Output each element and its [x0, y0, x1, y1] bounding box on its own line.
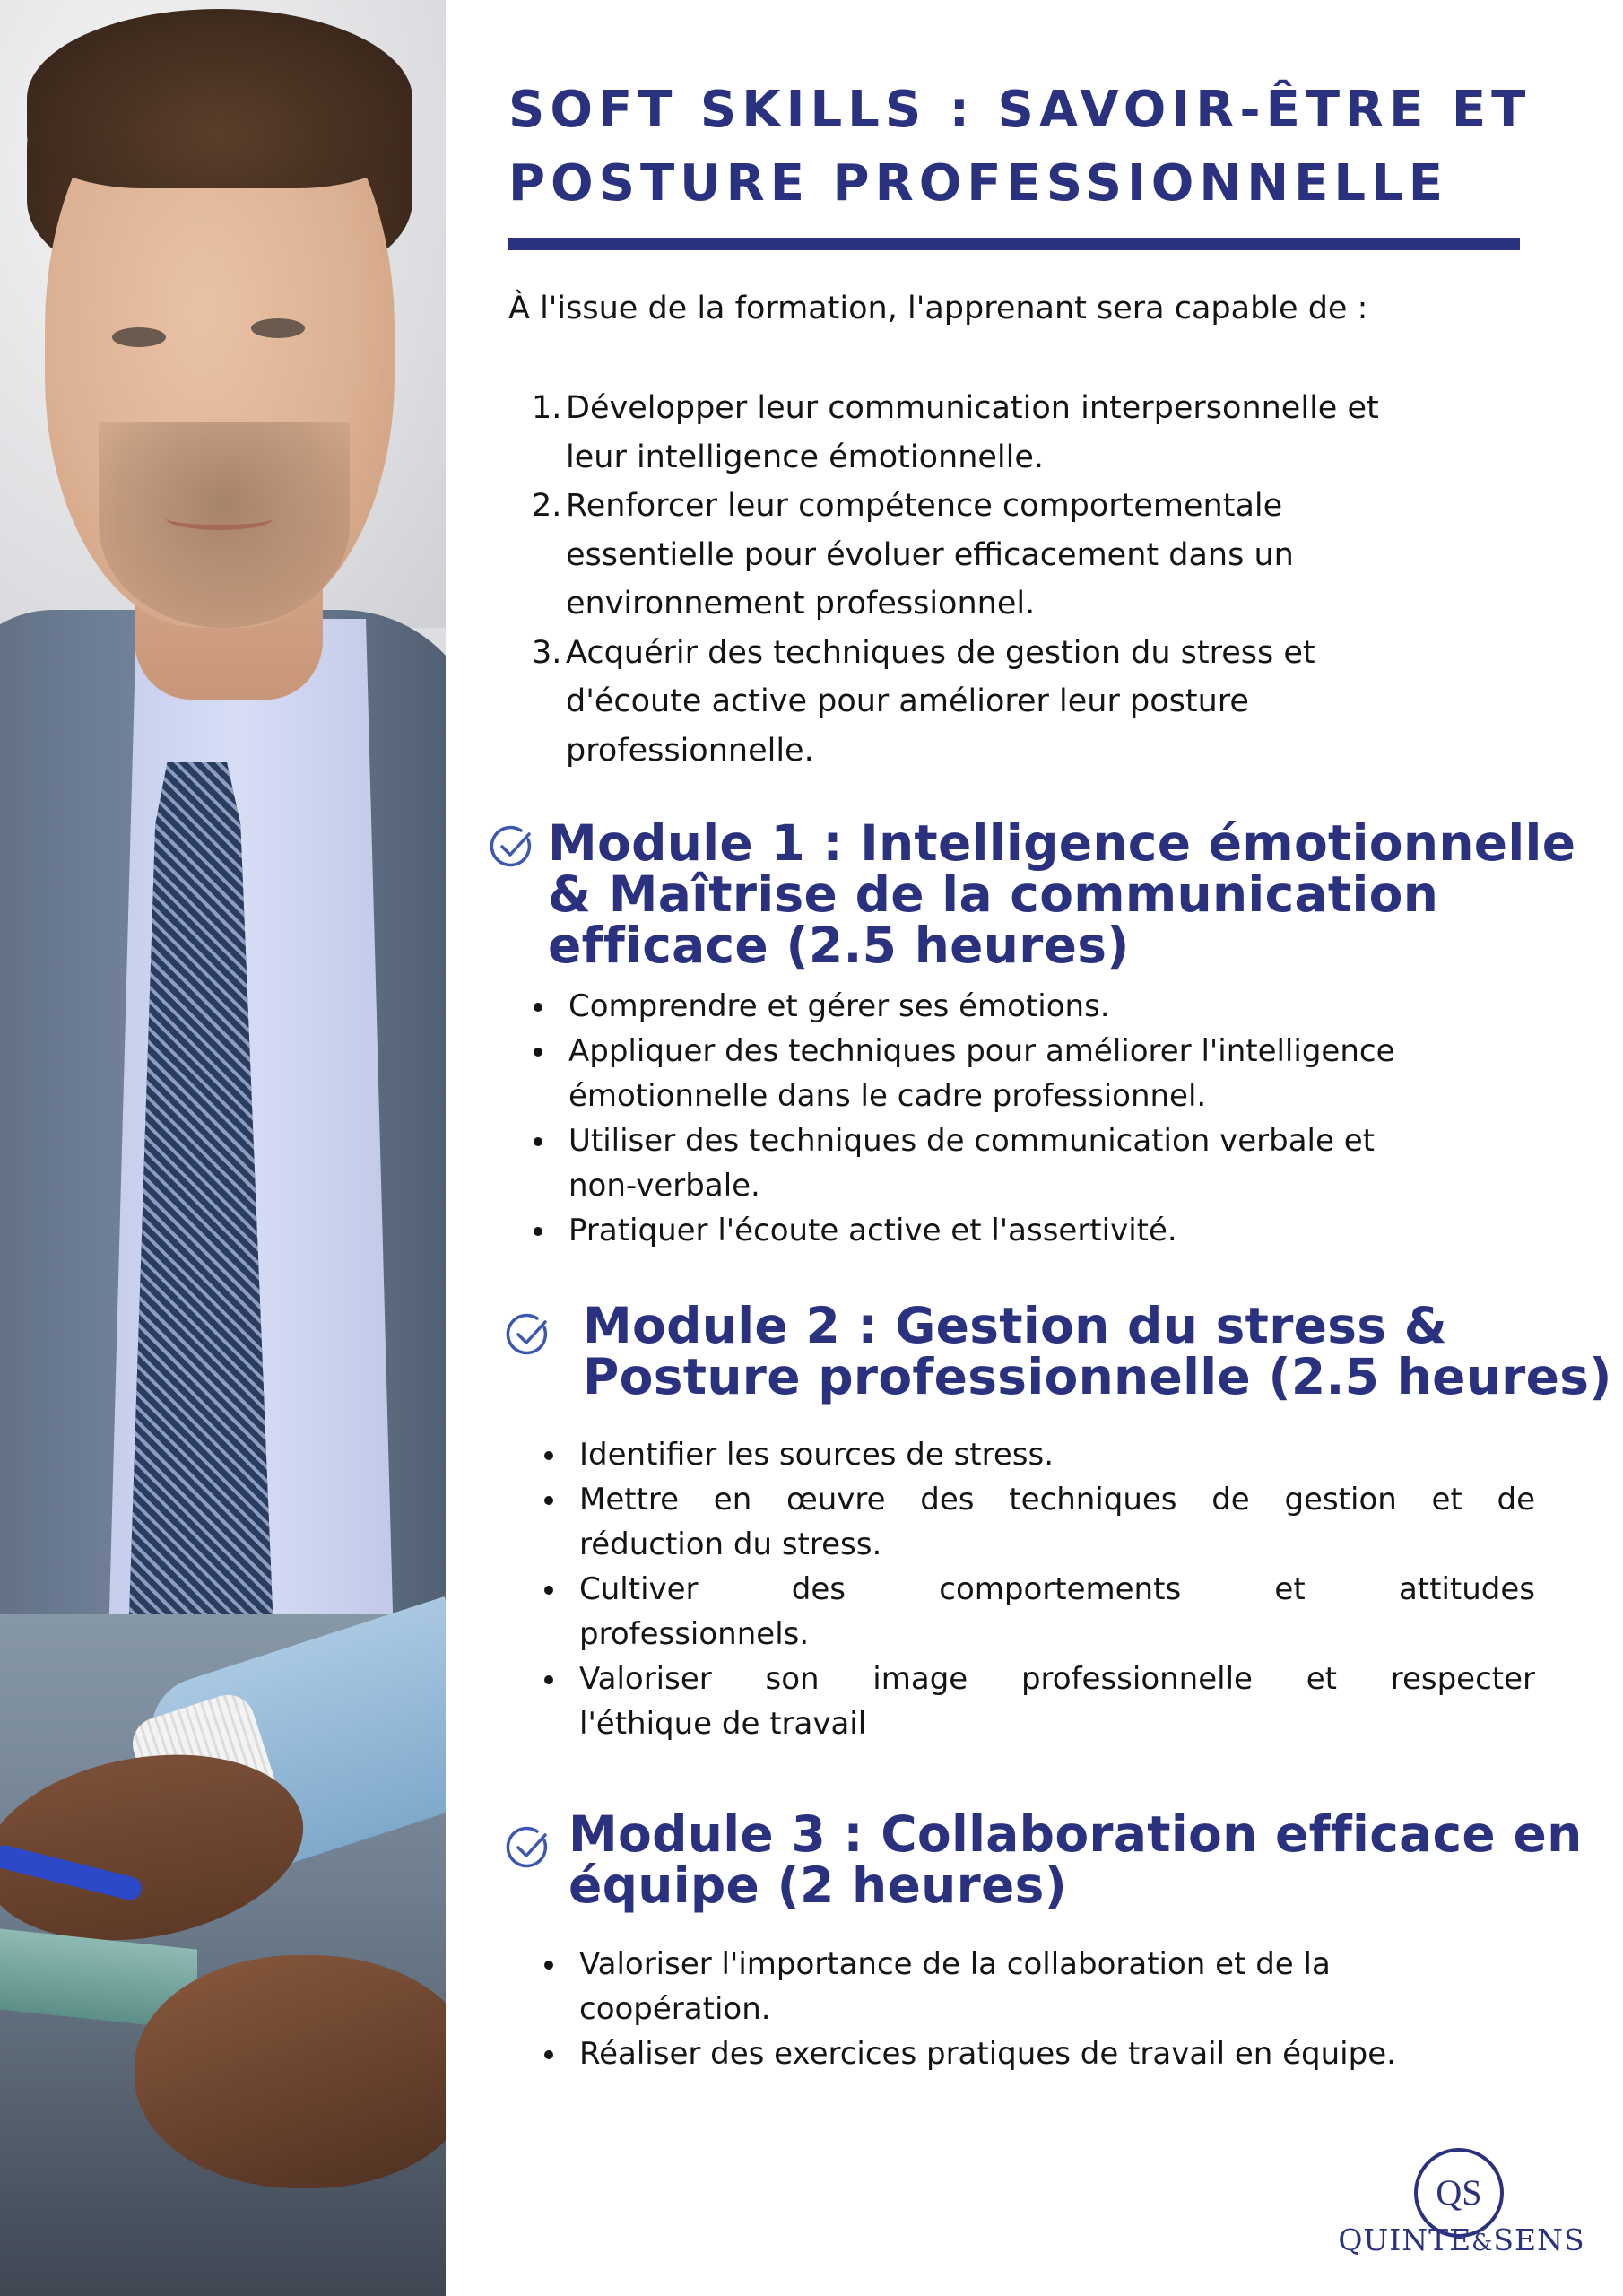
photo-left-eye [112, 327, 166, 347]
module-2-title-line: Module 2 : Gestion du stress & [583, 1297, 1448, 1354]
bullet-line: Cultiver des comportements et attitudes [579, 1571, 1535, 1607]
module-1-title-line: efficace (2.5 heures) [548, 917, 1130, 974]
list-item [540, 1942, 1571, 2031]
bullet-line: Valoriser l'importance de la collaboration et de la [579, 1946, 1331, 1982]
list-item [540, 2031, 1571, 2076]
objective-line: professionnelle. [566, 732, 814, 769]
objective-line: leur intelligence émotionnelle. [566, 439, 1045, 475]
logo-name-part-2: SENS [1493, 2222, 1585, 2257]
logo-monogram: QS [1436, 2172, 1482, 2213]
bullet-line: Comprendre et gérer ses émotions. [568, 988, 1110, 1024]
bullet-line: Utiliser des techniques de communication verbale et [568, 1123, 1375, 1159]
photo-mouth [166, 507, 273, 530]
list-item [529, 1208, 1560, 1253]
photo-hair-top [27, 9, 412, 188]
page-title [508, 74, 1567, 221]
check-circle-icon [489, 823, 535, 870]
bullet-line: Pratiquer l'écoute active et l'assertivité. [568, 1213, 1177, 1248]
module-1-title-line: Module 1 : Intelligence émotionnelle [548, 814, 1576, 872]
intro-text: À l'issue de la formation, l'apprenant sera capable de : [508, 291, 1368, 326]
module-3-title [568, 1805, 1583, 1914]
objectives-list [532, 384, 1554, 775]
objective-line: environnement professionnel. [566, 586, 1036, 622]
photo-hand-2 [135, 1955, 446, 2188]
objective-line: Renforcer leur compétence comportementale [566, 488, 1283, 524]
objective-line: Acquérir des techniques de gestion du stress et [566, 634, 1315, 671]
module-1-title [548, 814, 1576, 974]
logo-name-part-1: QUINTE [1338, 2222, 1472, 2257]
objective-line: d'écoute active pour améliorer leur posture [566, 683, 1249, 719]
module-3-title-line: équipe (2 heures) [568, 1857, 1068, 1914]
bullet-line: non-verbale. [568, 1168, 760, 1204]
module-1-bullets [529, 984, 1560, 1253]
module-2-bullets [540, 1432, 1535, 1746]
module-3-bullets [540, 1942, 1571, 2076]
objective-number: 2. [532, 488, 562, 524]
bullet-line: Appliquer des techniques pour améliorer l'intelligence [568, 1033, 1395, 1069]
module-2-title [583, 1297, 1612, 1405]
logo-ampersand: & [1471, 2230, 1494, 2257]
module-3-title-line: Module 3 : Collaboration efficace en [568, 1805, 1583, 1863]
list-item [540, 1657, 1535, 1746]
bullet-line: l'éthique de travail [579, 1706, 867, 1742]
bullet-line: réduction du stress. [579, 1526, 882, 1562]
portrait-photo [0, 0, 446, 2296]
photo-right-eye [251, 318, 305, 338]
list-item [529, 984, 1560, 1029]
bullet-line: coopération. [579, 1991, 771, 2027]
bullet-line: Réaliser des exercices pratiques de travail en équipe. [579, 2036, 1396, 2072]
check-circle-icon [505, 1824, 551, 1871]
list-item [529, 1029, 1560, 1118]
objective-line: essentielle pour évoluer efficacement dans un [566, 536, 1294, 573]
module-1-title-line: & Maîtrise de la communication [548, 865, 1439, 923]
list-item [540, 1477, 1535, 1567]
objective-item [532, 384, 1554, 482]
bullet-line: Identifier les sources de stress. [579, 1437, 1055, 1473]
bullet-line: Valoriser son image professionnelle et respecter [579, 1661, 1535, 1697]
objective-item [532, 482, 1554, 629]
objective-line: Développer leur communication interpersonnelle et [566, 390, 1379, 426]
logo-wordmark [1336, 2222, 1587, 2257]
objective-number: 1. [532, 390, 562, 426]
list-item [529, 1118, 1560, 1208]
bullet-line: professionnels. [579, 1616, 810, 1652]
bullet-line: Mettre en œuvre des techniques de gestion et de [579, 1482, 1535, 1518]
page-title-line-1: SOFT SKILLS : SAVOIR-ÊTRE ET [508, 81, 1532, 139]
list-item [540, 1432, 1535, 1477]
title-underline [508, 238, 1520, 250]
page-title-line-2: POSTURE PROFESSIONNELLE [508, 154, 1448, 213]
module-2-title-line: Posture professionnelle (2.5 heures) [583, 1348, 1612, 1405]
objective-item [532, 629, 1554, 776]
list-item [540, 1567, 1535, 1657]
check-circle-icon [505, 1311, 551, 1358]
bullet-line: émotionnelle dans le cadre professionnel. [568, 1078, 1207, 1114]
objective-number: 3. [532, 634, 562, 671]
